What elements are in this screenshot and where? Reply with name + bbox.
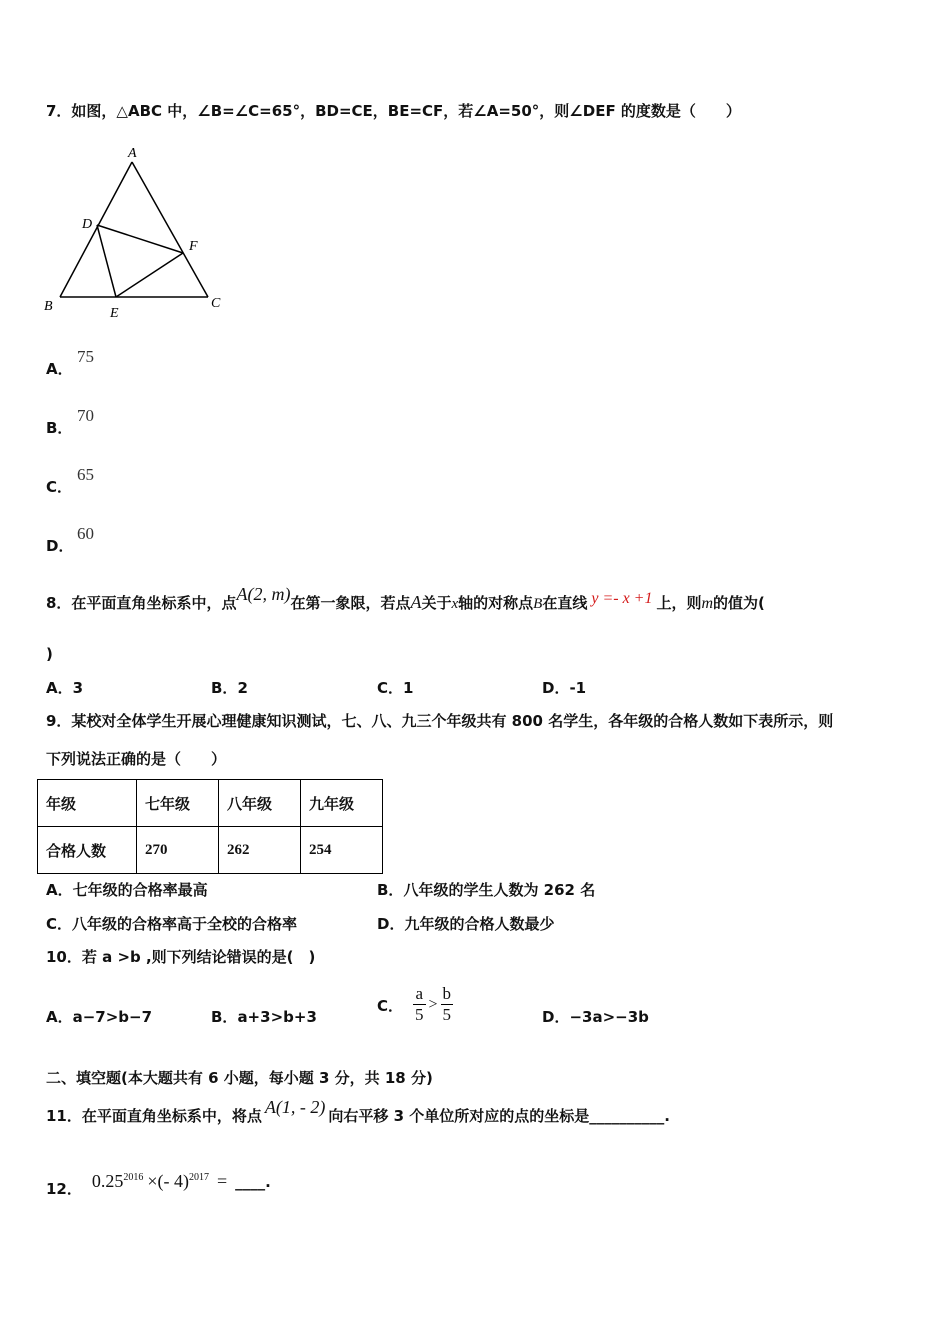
q8-option-a: A．3 [46, 679, 84, 697]
q8-text-3: 关于 [421, 594, 452, 612]
q7-option-b-value: 70 [77, 406, 94, 425]
q7-triangle-figure [40, 140, 240, 320]
q10-option-b: B．a+3>b+3 [211, 1008, 317, 1026]
q8-option-b: B．2 [211, 679, 248, 697]
q10-option-c: C． $\frac{a}{5}$ > $\frac{b}{5}$ [377, 984, 452, 1024]
q10-option-d: D．−3a>−3b [542, 1008, 649, 1026]
q8-var-a: A [410, 592, 422, 612]
table-cell: 254 [301, 827, 383, 874]
label-b: B [44, 299, 53, 314]
q12-expression: $0.25^{2016}$ ×(- 4)$^{2017}$ = [91, 1171, 228, 1191]
table-cell: 262 [219, 827, 301, 874]
table-cell: 270 [137, 827, 219, 874]
edge-ac [132, 162, 208, 297]
q8-var-x: x [451, 596, 459, 612]
q9-stem-line2: 下列说法正确的是（ ） [46, 750, 227, 768]
label-a: A [128, 146, 137, 161]
table-cell: 合格人数 [38, 827, 137, 874]
q7-option-a-label: A． [46, 360, 73, 378]
edge-ef [116, 253, 183, 297]
q8-text-1: 8．在平面直角坐标系中，点 [46, 594, 237, 612]
q8-text-2: 在第一象限，若点 [290, 594, 411, 612]
q8-var-b: B [533, 596, 543, 612]
q11-stem: 11．在平面直角坐标系中，将点 A(1, - 2) 向右平移 3 个单位所对应的点的坐标是__________. [46, 1097, 670, 1125]
q8-point-a: A(2, m) [236, 584, 291, 604]
q8-text-5: 在直线 [542, 594, 588, 612]
q8-option-d: D．-1 [542, 679, 587, 697]
q8-option-c: C．1 [377, 679, 414, 697]
q8-text-6: 上，则 [656, 594, 702, 612]
section2-title: 二、填空题(本大题共有 6 小题，每小题 3 分，共 18 分) [46, 1069, 433, 1087]
q9-option-c: C．八年级的合格率高于全校的合格率 [46, 915, 298, 933]
edge-ab [60, 162, 132, 297]
table-header-cell: 九年级 [301, 780, 383, 827]
q9-stem-line1: 9．某校对全体学生开展心理健康知识测试，七、八、九三个年级共有 800 名学生，各年级的合格人数如下表所示，则 [46, 712, 834, 730]
q8-var-m: m [701, 595, 714, 612]
q9-grade-table [37, 779, 383, 874]
table-header-cell: 八年级 [219, 780, 301, 827]
q7-option-d-label: D． [46, 537, 74, 555]
q12-stem: 12． $0.25^{2016}$ ×(- 4)$^{2017}$ = ____. [46, 1171, 271, 1198]
q8-line-equation: y =- x +1 [591, 590, 653, 607]
q12-answer-blank: ____. [235, 1173, 271, 1191]
q7-stem: 7．如图，△ABC 中，∠B=∠C=65°，BD=CE，BE=CF，若∠A=50°，则∠DEF 的度数是（ ） [46, 102, 741, 120]
label-e: E [110, 306, 119, 320]
q10-option-a: A．a−7>b−7 [46, 1008, 153, 1026]
q7-option-c-label: C． [46, 478, 73, 496]
q9-option-d: D．九年级的合格人数最少 [377, 915, 555, 933]
q8-text-7: 的值为( [713, 594, 765, 612]
table-header-cell: 年级 [38, 780, 137, 827]
q11-point-a: A(1, - 2) [264, 1097, 326, 1117]
q7-option-a-value: 75 [77, 347, 94, 366]
q7-option-d-value: 60 [77, 524, 94, 543]
fraction-b-over-5: $\frac{b}{5}$ [442, 984, 452, 1024]
q7-option-b-label: B． [46, 419, 73, 437]
table-row [38, 827, 383, 874]
q7-option-c-value: 65 [77, 465, 94, 484]
q9-option-a: A．七年级的合格率最高 [46, 881, 208, 899]
q8-close-paren: ) [46, 645, 53, 663]
q10-stem: 10．若 a >b ,则下列结论错误的是( ) [46, 948, 316, 966]
q8-stem [46, 584, 765, 614]
table-header-cell: 七年级 [137, 780, 219, 827]
label-c: C [211, 296, 221, 311]
q8-text-4: 轴的对称点 [458, 594, 534, 612]
fraction-a-over-5: $\frac{a}{5}$ [415, 984, 424, 1024]
label-d: D [82, 217, 93, 232]
label-f: F [189, 239, 198, 254]
table-row [38, 780, 383, 827]
q9-option-b: B．八年级的学生人数为 262 名 [377, 881, 596, 899]
edge-de [97, 225, 116, 297]
